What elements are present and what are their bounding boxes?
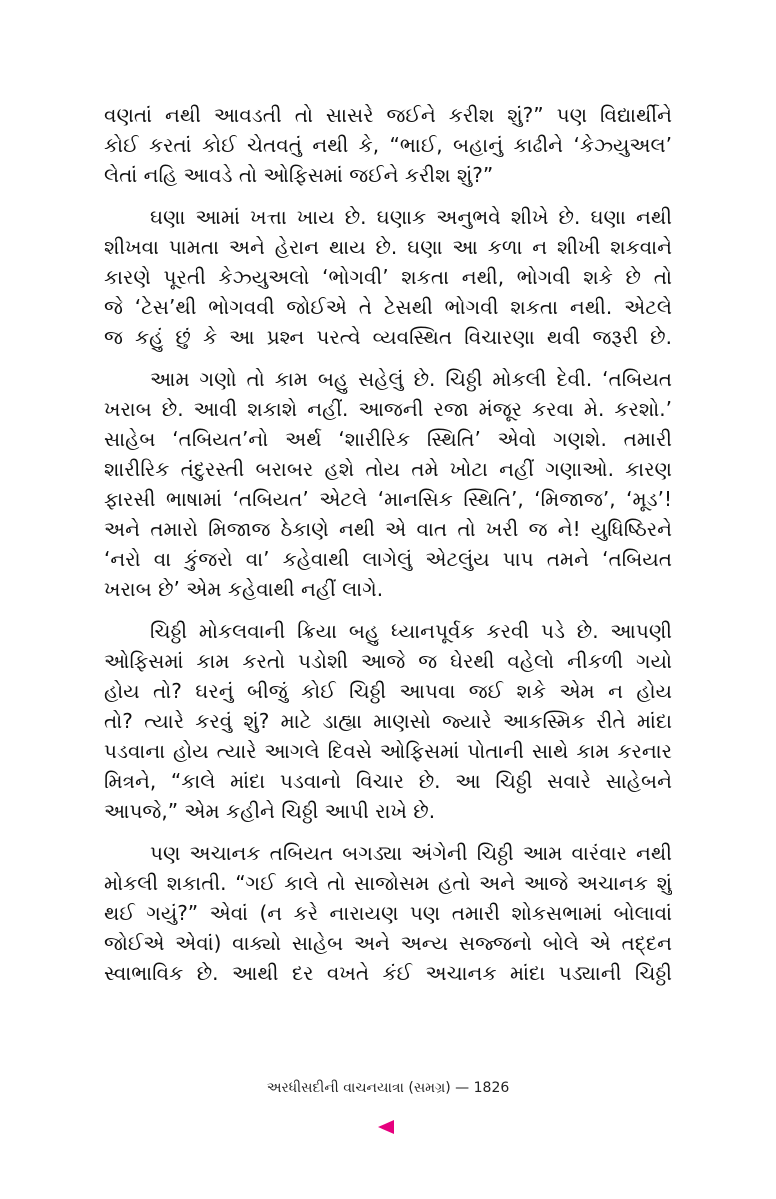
text-line: જ કહું છું કે આ પ્રશ્ન પરત્વે વ્યવસ્થિત વિચારણા થવી જરૂરી છે. bbox=[104, 325, 672, 349]
previous-page-triangle-left-icon[interactable] bbox=[378, 1120, 394, 1134]
paragraph-5 bbox=[104, 838, 672, 988]
text-line: ઘણા આમાં ખત્તા ખાય છે. ઘણાક અનુભવે શીખે છે. ઘણા નથી bbox=[150, 205, 672, 229]
text-line: આપજે,” એમ કહીને ચિઠ્ઠી આપી રાખે છે. bbox=[104, 799, 436, 823]
text-line: લેતાં નહિ આવડે તો ઓફિસમાં જઈને કરીશ શું?” bbox=[104, 163, 494, 187]
text-line: ખરાબ છે. આવી શકાશે નહીં. આજની રજા મંજૂર કરવા મે. કરશો.’ bbox=[104, 397, 672, 421]
text-line: કોઈ કરતાં કોઈ ચેતવતું નથી કે, “ભાઈ, બહાનું કાઢીને ‘કેઝ્યુઅલ’ bbox=[104, 133, 672, 157]
text-line: અને તમારો મિજાજ ઠેકાણે નથી એ વાત તો ખરી જ ને! યુધિષ્ઠિરને bbox=[104, 517, 672, 541]
text-line: ચિઠ્ઠી મોકલવાની ક્રિયા બહુ ધ્યાનપૂર્વક કરવી પડે છે. આપણી bbox=[150, 619, 672, 643]
text-line: પડવાના હોય ત્યારે આગલે દિવસે ઓફિસમાં પોતાની સાથે કામ કરનાર bbox=[104, 739, 672, 763]
text-line: મોકલી શકાતી. “ગઈ કાલે તો સાજોસમ હતો અને આજે અચાનક શું bbox=[104, 871, 672, 895]
text-line: પણ અચાનક તબિયત બગડ્યા અંગેની ચિઠ્ઠી આમ વારંવાર નથી bbox=[150, 841, 672, 865]
text-line: શારીરિક તંદુરસ્તી બરાબર હશે તોય તમે ખોટા નહીં ગણાઓ. કારણ bbox=[104, 457, 672, 481]
text-line: ‘નરો વા કુંજરો વા’ કહેવાથી લાગેલું એટલુંય પાપ તમને ‘તબિયત bbox=[104, 547, 672, 571]
text-line: તો? ત્યારે કરવું શું? માટે ડાહ્યા માણસો જ્યારે આકસ્મિક રીતે માંદા bbox=[104, 709, 672, 733]
text-line: આમ ગણો તો કામ બહુ સહેલું છે. ચિઠ્ઠી મોકલી દેવી. ‘તબિયત bbox=[150, 367, 672, 391]
text-line: શીખવા પામતા અને હેરાન થાય છે. ઘણા આ કળા ન શીખી શકવાને bbox=[104, 235, 672, 259]
text-line: કારણે પૂરતી કેઝ્યુઅલો ‘ભોગવી’ શકતા નથી, ભોગવી શકે છે તો bbox=[104, 265, 672, 289]
text-line: ઓફિસમાં કામ કરતો પડોશી આજે જ ઘેરથી વહેલો નીકળી ગયો bbox=[104, 649, 672, 673]
text-line: વણતાં નથી આવડતી તો સાસરે જઈને કરીશ શું?” પણ વિદ્યાર્થીને bbox=[104, 103, 672, 127]
paragraph-4 bbox=[104, 616, 672, 826]
text-line: હોય તો? ઘરનું બીજું કોઈ ચિઠ્ઠી આપવા જઈ શકે એમ ન હોય bbox=[104, 679, 672, 703]
text-line: સ્વાભાવિક છે. આથી દર વખતે કંઈ અચાનક માંદા પડ્યાની ચિઠ્ઠી bbox=[104, 961, 672, 985]
text-line: મિત્રને, “કાલે માંદા પડવાનો વિચાર છે. આ ચિઠ્ઠી સવારે સાહેબને bbox=[104, 769, 672, 793]
paragraph-1 bbox=[104, 100, 672, 190]
text-line: સાહેબ ‘તબિયત’નો અર્થ ‘શારીરિક સ્થિતિ’ એવો ગણશે. તમારી bbox=[104, 427, 672, 451]
text-line: જોઈએ એવાં) વાક્યો સાહેબ અને અન્ય સજ્જનો બોલે એ તદ્દન bbox=[104, 931, 672, 955]
paragraph-2 bbox=[104, 202, 672, 352]
text-line: થઈ ગયું?” એવાં (ન કરે નારાયણ પણ તમારી શોકસભામાં બોલાવાં bbox=[104, 901, 672, 925]
text-line: જે ‘ટેસ’થી ભોગવવી જોઈએ તે ટેસથી ભોગવી શકતા નથી. એટલે bbox=[104, 295, 672, 319]
text-line: ફારસી ભાષામાં ‘તબિયત’ એટલે ‘માનસિક સ્થિતિ’, ‘મિજાજ’, ‘મૂડ’! bbox=[104, 487, 672, 511]
body-text bbox=[104, 100, 672, 1000]
text-line: ખરાબ છે’ એમ કહેવાથી નહીં લાગે. bbox=[104, 577, 384, 601]
paragraph-3 bbox=[104, 364, 672, 604]
page-footer: અરધીસદીની વાચનયાત્રા (સમગ્ર) — 1826 bbox=[266, 1080, 510, 1096]
